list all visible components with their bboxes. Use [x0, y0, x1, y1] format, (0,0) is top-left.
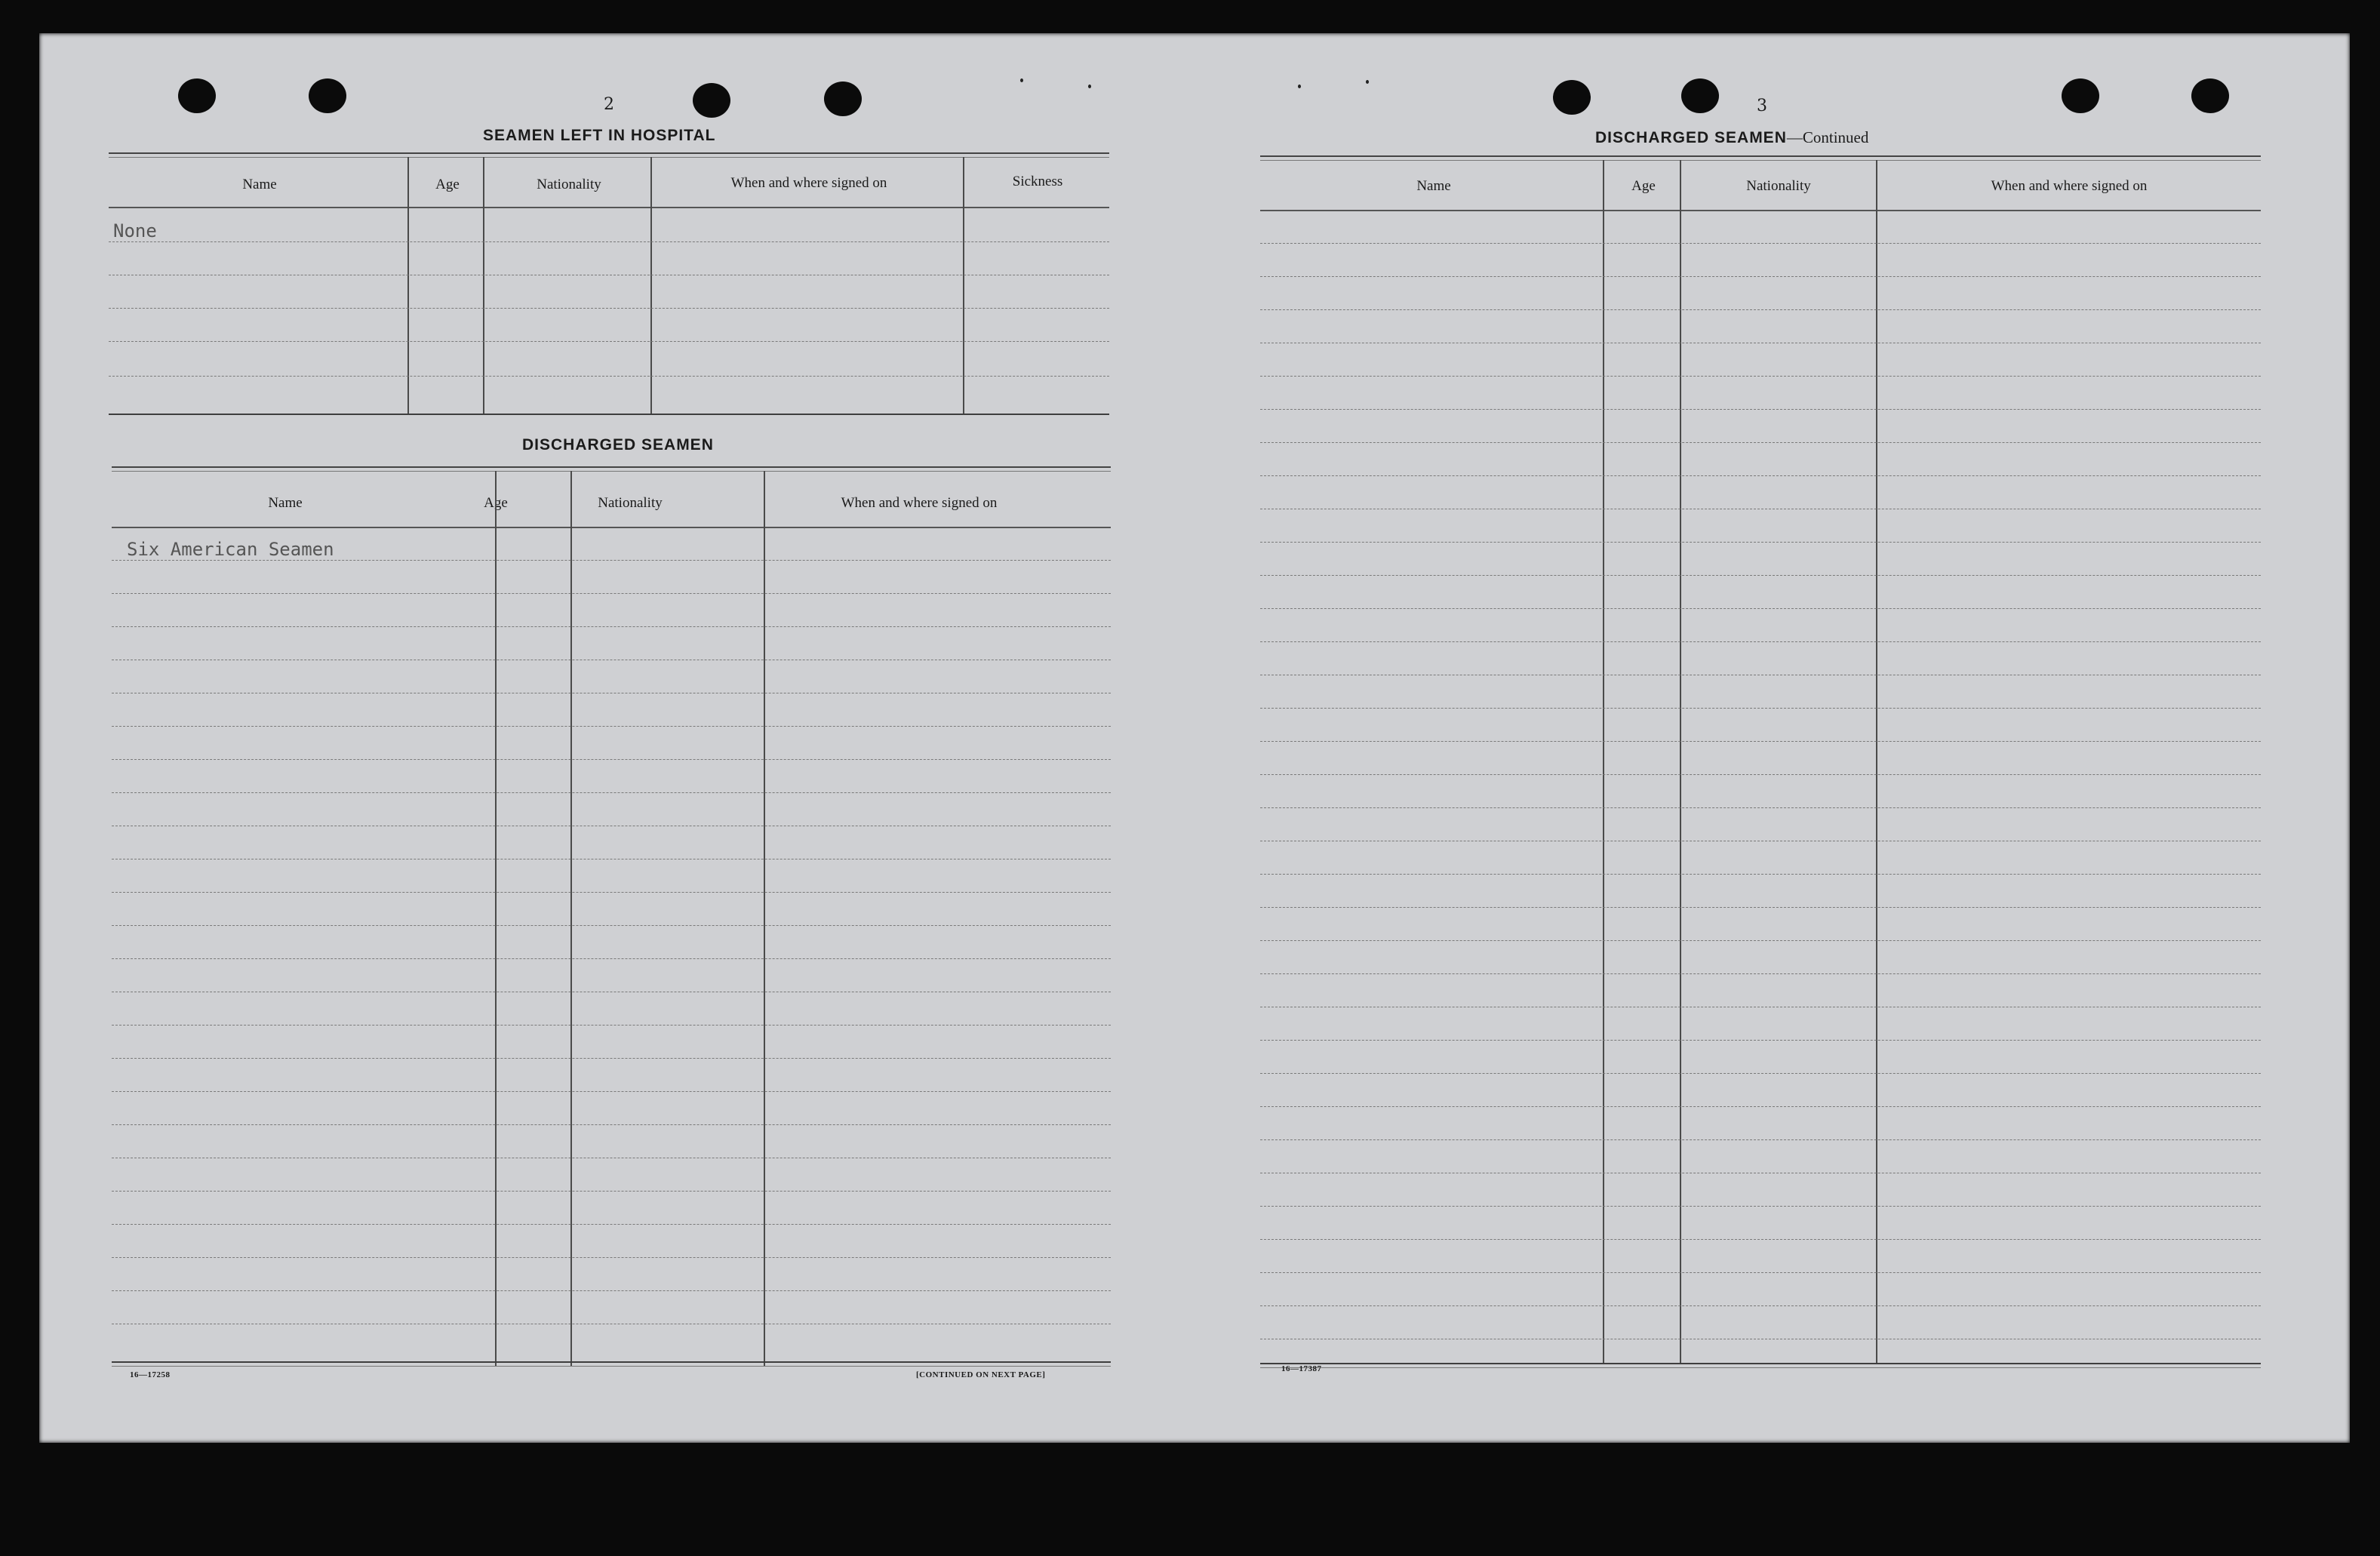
punch-hole: [693, 83, 730, 118]
title-suffix: —Continued: [1786, 128, 1869, 146]
column-header-signed-on: When and where signed on: [1991, 178, 2148, 194]
speck: [1366, 80, 1369, 84]
discharged-table: [112, 466, 1111, 1402]
section-title-discharged-continued: [1595, 128, 1868, 147]
hospital-entry: None: [113, 220, 157, 241]
title-text: DISCHARGED SEAMEN: [1595, 129, 1787, 146]
punch-hole: [309, 78, 346, 113]
continued-note: [CONTINUED ON NEXT PAGE]: [916, 1370, 1046, 1379]
column-header-sickness: Sickness: [1012, 174, 1063, 189]
column-header-name: Name: [242, 177, 277, 192]
section-title-hospital: SEAMEN LEFT IN HOSPITAL: [483, 127, 716, 144]
column-header-age: Age: [435, 177, 460, 192]
column-header-signed-on: When and where signed on: [841, 495, 998, 511]
form-number: 16—17387: [1281, 1364, 1322, 1373]
discharged-entry: Six American Seamen: [127, 539, 334, 560]
column-header-name: Name: [268, 495, 303, 511]
hospital-table: [109, 152, 1109, 448]
section-title-discharged: DISCHARGED SEAMEN: [522, 436, 714, 454]
punch-hole: [2062, 78, 2099, 113]
punch-hole: [824, 81, 862, 116]
column-header-age: Age: [484, 495, 508, 511]
discharged-continued-table: [1260, 155, 2261, 1401]
punch-hole: [1553, 80, 1591, 115]
punch-hole: [1681, 78, 1719, 113]
punch-hole: [178, 78, 216, 113]
column-header-age: Age: [1631, 178, 1656, 194]
page-number: 3: [1757, 97, 1767, 115]
column-header-nationality: Nationality: [537, 177, 601, 192]
column-header-signed-on: When and where signed on: [730, 175, 887, 191]
document-spread: [39, 33, 2350, 1443]
speck: [1298, 85, 1301, 88]
page-number: 2: [604, 95, 614, 114]
form-number: 16—17258: [130, 1370, 171, 1379]
column-header-name: Name: [1416, 178, 1451, 194]
speck: [1088, 85, 1091, 88]
punch-hole: [2191, 78, 2229, 113]
speck: [1020, 78, 1023, 82]
column-header-nationality: Nationality: [1746, 178, 1811, 194]
column-header-nationality: Nationality: [598, 495, 663, 511]
